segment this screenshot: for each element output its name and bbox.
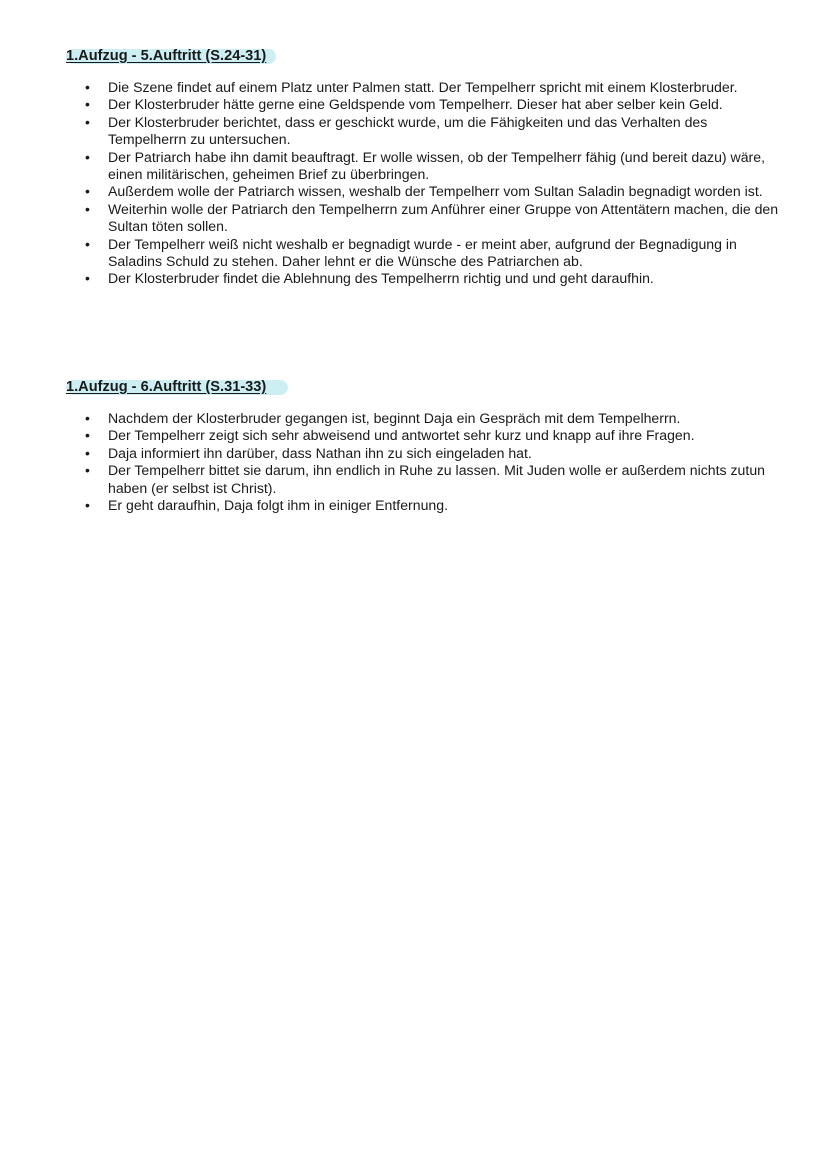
section-aufzug-1-auftritt-6 (66, 378, 786, 514)
bullet-icon: • (85, 96, 90, 113)
bullet-icon: • (85, 462, 90, 479)
bullet-list (66, 79, 786, 288)
bullet-list (66, 410, 786, 514)
list-item: • Daja informiert ihn darüber, dass Nathan ihn zu sich eingeladen hat. (85, 444, 532, 461)
bullet-icon: • (85, 113, 90, 130)
bullet-icon: • (85, 235, 90, 252)
bullet-icon: • (85, 79, 90, 95)
list-item: • Der Klosterbruder hätte gerne eine Geldspende vom Tempelherr. Dieser hat aber selber kein Geld. (85, 96, 723, 113)
section-heading (66, 47, 266, 65)
bullet-icon: • (85, 148, 90, 165)
bullet-icon: • (85, 200, 90, 217)
section-aufzug-1-auftritt-5 (66, 47, 786, 288)
bullet-icon: • (85, 497, 90, 514)
bullet-icon: • (85, 427, 90, 444)
bullet-icon: • (85, 183, 90, 200)
list-item: • Die Szene findet auf einem Platz unter Palmen statt. Der Tempelherr spricht mit einem Klosterbruder. (85, 79, 738, 95)
list-item: • Nachdem der Klosterbruder gegangen ist, beginnt Daja ein Gespräch mit dem Tempelherrn. (85, 410, 681, 426)
list-item: • Der Klosterbruder berichtet, dass er geschickt wurde, um die Fähigkeiten und das Verhalten des Tempelherrn zu untersuchen. (85, 113, 708, 148)
list-item: • Außerdem wolle der Patriarch wissen, weshalb der Tempelherr vom Sultan Saladin begnadigt worden ist. (85, 183, 763, 200)
list-item: • Der Klosterbruder findet die Ablehnung des Tempelherrn richtig und und geht daraufhin. (85, 270, 654, 287)
section-heading-text: 1.Aufzug - 5.Auftritt (S.24-31) (66, 48, 267, 64)
bullet-icon: • (85, 270, 90, 287)
list-item: • Der Patriarch habe ihn damit beauftragt. Er wolle wissen, ob der Tempelherr fähig (und bereit dazu) wäre, einen militärischen, geheimen Brief zu überbringen. (85, 148, 766, 183)
list-item: • Der Tempelherr weiß nicht weshalb er begnadigt wurde - er meint aber, aufgrund der Begnadigung in Saladins Schuld zu stehen. Daher lehnt er die Wünsche des Patriarchen ab. (85, 235, 737, 270)
section-heading (66, 378, 266, 396)
list-item: • Der Tempelherr bittet sie darum, ihn endlich in Ruhe zu lassen. Mit Juden wolle er außerdem nichts zutun haben (er selbst ist Christ). (85, 462, 765, 496)
list-item: • Er geht daraufhin, Daja folgt ihm in einiger Entfernung. (85, 497, 449, 514)
list-item: • Weiterhin wolle der Patriarch den Tempelherrn zum Anführer einer Gruppe von Attentätern machen, die den Sultan töten sollen. (85, 200, 779, 235)
section-heading-text: 1.Aufzug - 6.Auftritt (S.31-33) (66, 379, 267, 395)
list-item: • Der Tempelherr zeigt sich sehr abweisend und antwortet sehr kurz und knapp auf ihre Fragen. (85, 427, 695, 444)
bullet-icon: • (85, 410, 90, 426)
bullet-icon: • (85, 444, 90, 461)
